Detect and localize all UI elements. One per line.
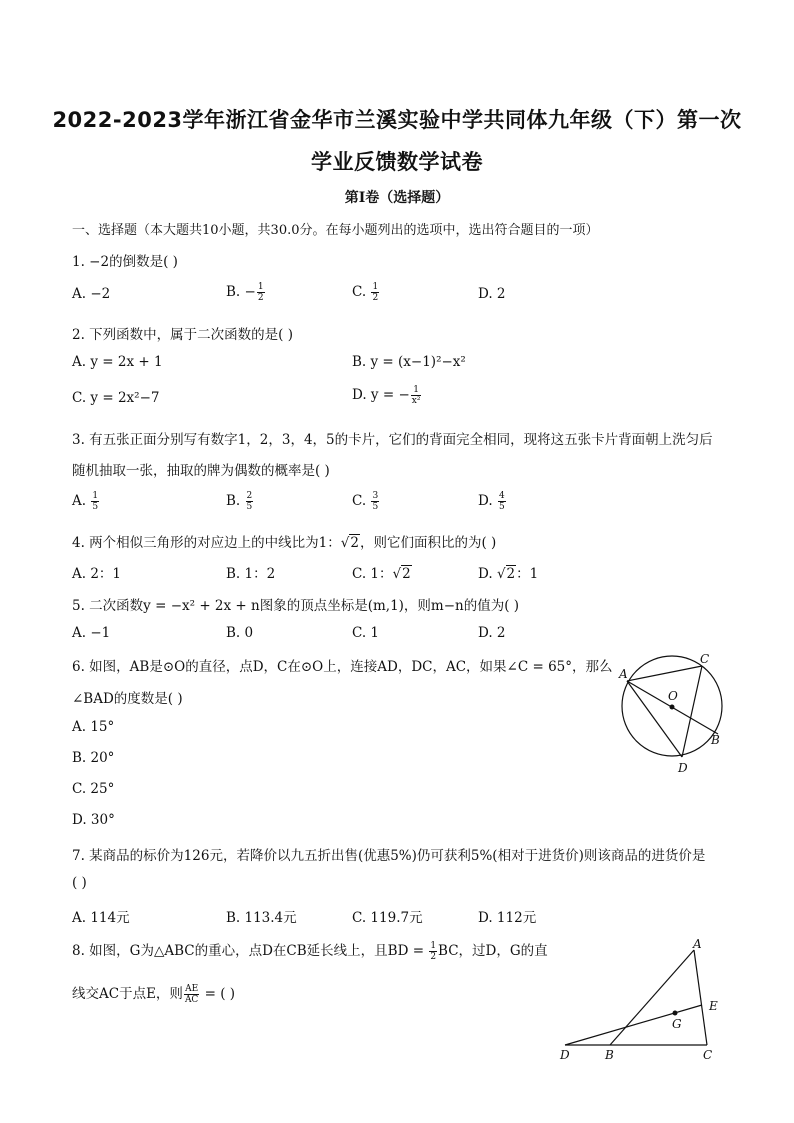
label-c: C xyxy=(700,652,710,666)
q8-triangle-figure xyxy=(555,935,730,1065)
q1-option-b: B. − $\frac{1}{2}$ xyxy=(226,282,264,303)
q2-stem: 2. 下列函数中，属于二次函数的是( ) xyxy=(72,327,293,343)
q6-stem-line2: ∠BAD的度数是( ) xyxy=(72,691,183,707)
q5-option-a: A. −1 xyxy=(72,625,111,641)
label-b: B xyxy=(605,1048,614,1062)
q7-stem-line1: 7. 某商品的标价为126元，若降价以九五折出售(优惠5%)仍可获利5%(相对于进货价)则该商品的进货价是 xyxy=(72,848,706,864)
label-d: D xyxy=(560,1048,570,1062)
centroid-point-g xyxy=(673,1011,678,1016)
q3-stem-line1: 3. 有五张正面分别写有数字1，2，3，4，5的卡片，它们的背面完全相同，现将这五张卡片背面朝上洗匀后 xyxy=(72,432,713,448)
q2-option-c: C. y = 2x²−7 xyxy=(72,390,160,406)
label-a: A xyxy=(619,667,628,681)
label-e: E xyxy=(709,999,718,1013)
q4-option-c: C. 1：√2 xyxy=(352,566,411,582)
q7-option-d: D. 112元 xyxy=(478,910,537,926)
q7-option-b: B. 113.4元 xyxy=(226,910,297,926)
part-subtitle: 第I卷（选择题） xyxy=(344,190,450,206)
q1-stem: 1. −2的倒数是( ) xyxy=(72,254,178,270)
q3-stem-line2: 随机抽取一张，抽取的牌为偶数的概率是( ) xyxy=(72,463,330,479)
q7-option-c: C. 119.7元 xyxy=(352,910,423,926)
label-o: O xyxy=(668,689,678,703)
q4-stem: 4. 两个相似三角形的对应边上的中线比为1：√2，则它们面积比的为( ) xyxy=(72,535,497,551)
label-c: C xyxy=(703,1048,713,1062)
q3-option-a: A. $\frac{1}{5}$ xyxy=(72,491,99,512)
q4-option-a: A. 2：1 xyxy=(72,566,122,582)
segment-ac xyxy=(627,666,702,681)
q8-stem-line2: 线交AC于点E，则 $\frac{AE}{AC}$ = ( ) xyxy=(72,984,236,1005)
q1-option-a: A. −2 xyxy=(72,286,111,302)
exam-title-line1: 2022-2023学年浙江省金华市兰溪实验中学共同体九年级（下）第一次 xyxy=(52,108,742,132)
q5-option-d: D. 2 xyxy=(478,625,506,641)
q4-option-b: B. 1：2 xyxy=(226,566,276,582)
q5-stem: 5. 二次函数y = −x² + 2x + n图象的顶点坐标是(m,1)，则m−n的值为( ) xyxy=(72,598,520,614)
section-heading: 一、选择题（本大题共10小题，共30.0分。在每小题列出的选项中，选出符合题目的一项） xyxy=(72,223,599,238)
q1-option-c: C. $\frac{1}{2}$ xyxy=(352,282,379,303)
q3-option-c: C. $\frac{3}{5}$ xyxy=(352,491,379,512)
q1-option-d: D. 2 xyxy=(478,286,506,302)
q4-option-d: D. √2：1 xyxy=(478,566,539,582)
q7-option-a: A. 114元 xyxy=(72,910,130,926)
q3-option-d: D. $\frac{4}{5}$ xyxy=(478,491,505,512)
label-g: G xyxy=(672,1017,682,1031)
label-d: D xyxy=(678,761,688,775)
q6-circle-figure xyxy=(610,648,735,778)
q2-option-b: B. y = (x−1)²−x² xyxy=(352,354,466,370)
label-b: B xyxy=(711,733,720,747)
q5-option-b: B. 0 xyxy=(226,625,254,641)
q6-option-d: D. 30° xyxy=(72,812,115,828)
label-a: A xyxy=(693,937,702,951)
q6-option-b: B. 20° xyxy=(72,750,115,766)
q6-stem-line1: 6. 如图，AB是⊙O的直径，点D，C在⊙O上，连接AD，DC，AC，如果∠C = 65°，那么 xyxy=(72,659,613,675)
center-point-o xyxy=(670,705,675,710)
q2-option-a: A. y = 2x + 1 xyxy=(72,354,163,370)
exam-title-line2: 学业反馈数学试卷 xyxy=(311,150,483,174)
q6-option-c: C. 25° xyxy=(72,781,115,797)
q5-option-c: C. 1 xyxy=(352,625,380,641)
q6-option-a: A. 15° xyxy=(72,719,115,735)
q7-stem-line2: ( ) xyxy=(72,875,87,891)
q3-option-b: B. $\frac{2}{5}$ xyxy=(226,491,253,512)
q2-option-d: D. y = − $\frac{1}{\text{x²}}$ xyxy=(352,385,421,406)
segment-dc xyxy=(682,666,702,757)
q8-stem-line1: 8. 如图，G为△ABC的重心，点D在CB延长线上，且BD = $\frac{1}{2}$ BC，过D，G的直 xyxy=(72,941,548,962)
segment-ac xyxy=(694,950,707,1045)
